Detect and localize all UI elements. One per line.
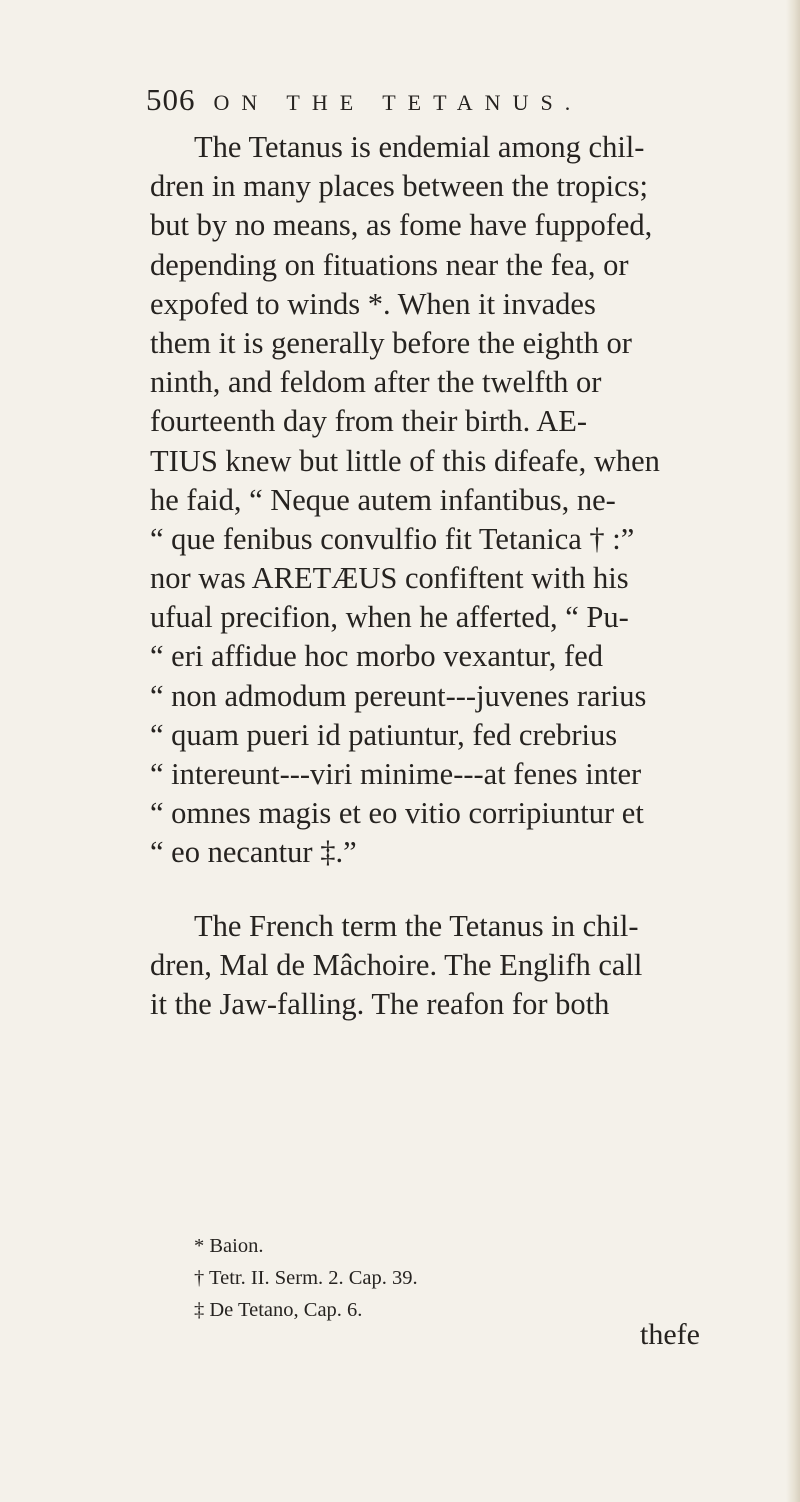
text-line: nor was ARETÆUS confiftent with his — [150, 561, 629, 596]
text-line: dren, Mal de Mâchoire. The Englifh call — [150, 947, 643, 982]
paragraph — [150, 907, 770, 1025]
footnotes — [194, 1230, 694, 1326]
text-line: but by no means, as fome have fuppofed, — [150, 208, 653, 243]
catchword: thefe — [640, 1318, 700, 1351]
text-line: “ quam pueri id patiuntur, fed crebrius — [150, 717, 618, 752]
text-line: “ que fenibus convulfio fit Tetanica † :” — [150, 521, 635, 556]
text-line: them it is generally before the eighth or — [150, 325, 632, 360]
running-title: ON THE TETANUS. — [213, 90, 583, 115]
text-line: expofed to winds *. When it invades — [150, 286, 596, 321]
text-line: The French term the Tetanus in chil- — [194, 908, 639, 943]
text-line: ufual precifion, when he afferted, “ Pu- — [150, 600, 629, 635]
footnote: * Baion. — [194, 1235, 264, 1257]
text-line: “ eo necantur ‡.” — [150, 835, 357, 870]
paragraph-gap — [150, 873, 770, 907]
footnote: † Tetr. II. Serm. 2. Cap. 39. — [194, 1267, 418, 1289]
text-line: “ eri affidue hoc morbo vexantur, fed — [150, 639, 603, 674]
text-line: it the Jaw-falling. The reafon for both — [150, 986, 610, 1021]
text-line: dren in many places between the tropics; — [150, 169, 648, 204]
text-line: TIUS knew but little of this difeafe, when — [150, 443, 660, 478]
paragraph — [150, 128, 770, 873]
footnote: ‡ De Tetano, Cap. 6. — [194, 1299, 363, 1321]
running-head — [146, 82, 706, 126]
body-text — [150, 128, 770, 1024]
text-line: depending on fituations near the fea, or — [150, 247, 629, 282]
text-line: he faid, “ Neque autem infantibus, ne- — [150, 482, 616, 517]
text-line: fourteenth day from their birth. AE- — [150, 404, 588, 439]
text-line: The Tetanus is endemial among chil- — [194, 130, 645, 164]
text-line: “ omnes magis et eo vitio corripiuntur et — [150, 796, 644, 831]
page-number: 506 — [146, 82, 196, 117]
text-line: “ intereunt---viri minime---at fenes inter — [150, 757, 642, 791]
page-edge-shadow — [786, 0, 800, 1502]
text-line: “ non admodum pereunt---juvenes rarius — [150, 678, 647, 713]
text-line: ninth, and feldom after the twelfth or — [150, 365, 602, 400]
